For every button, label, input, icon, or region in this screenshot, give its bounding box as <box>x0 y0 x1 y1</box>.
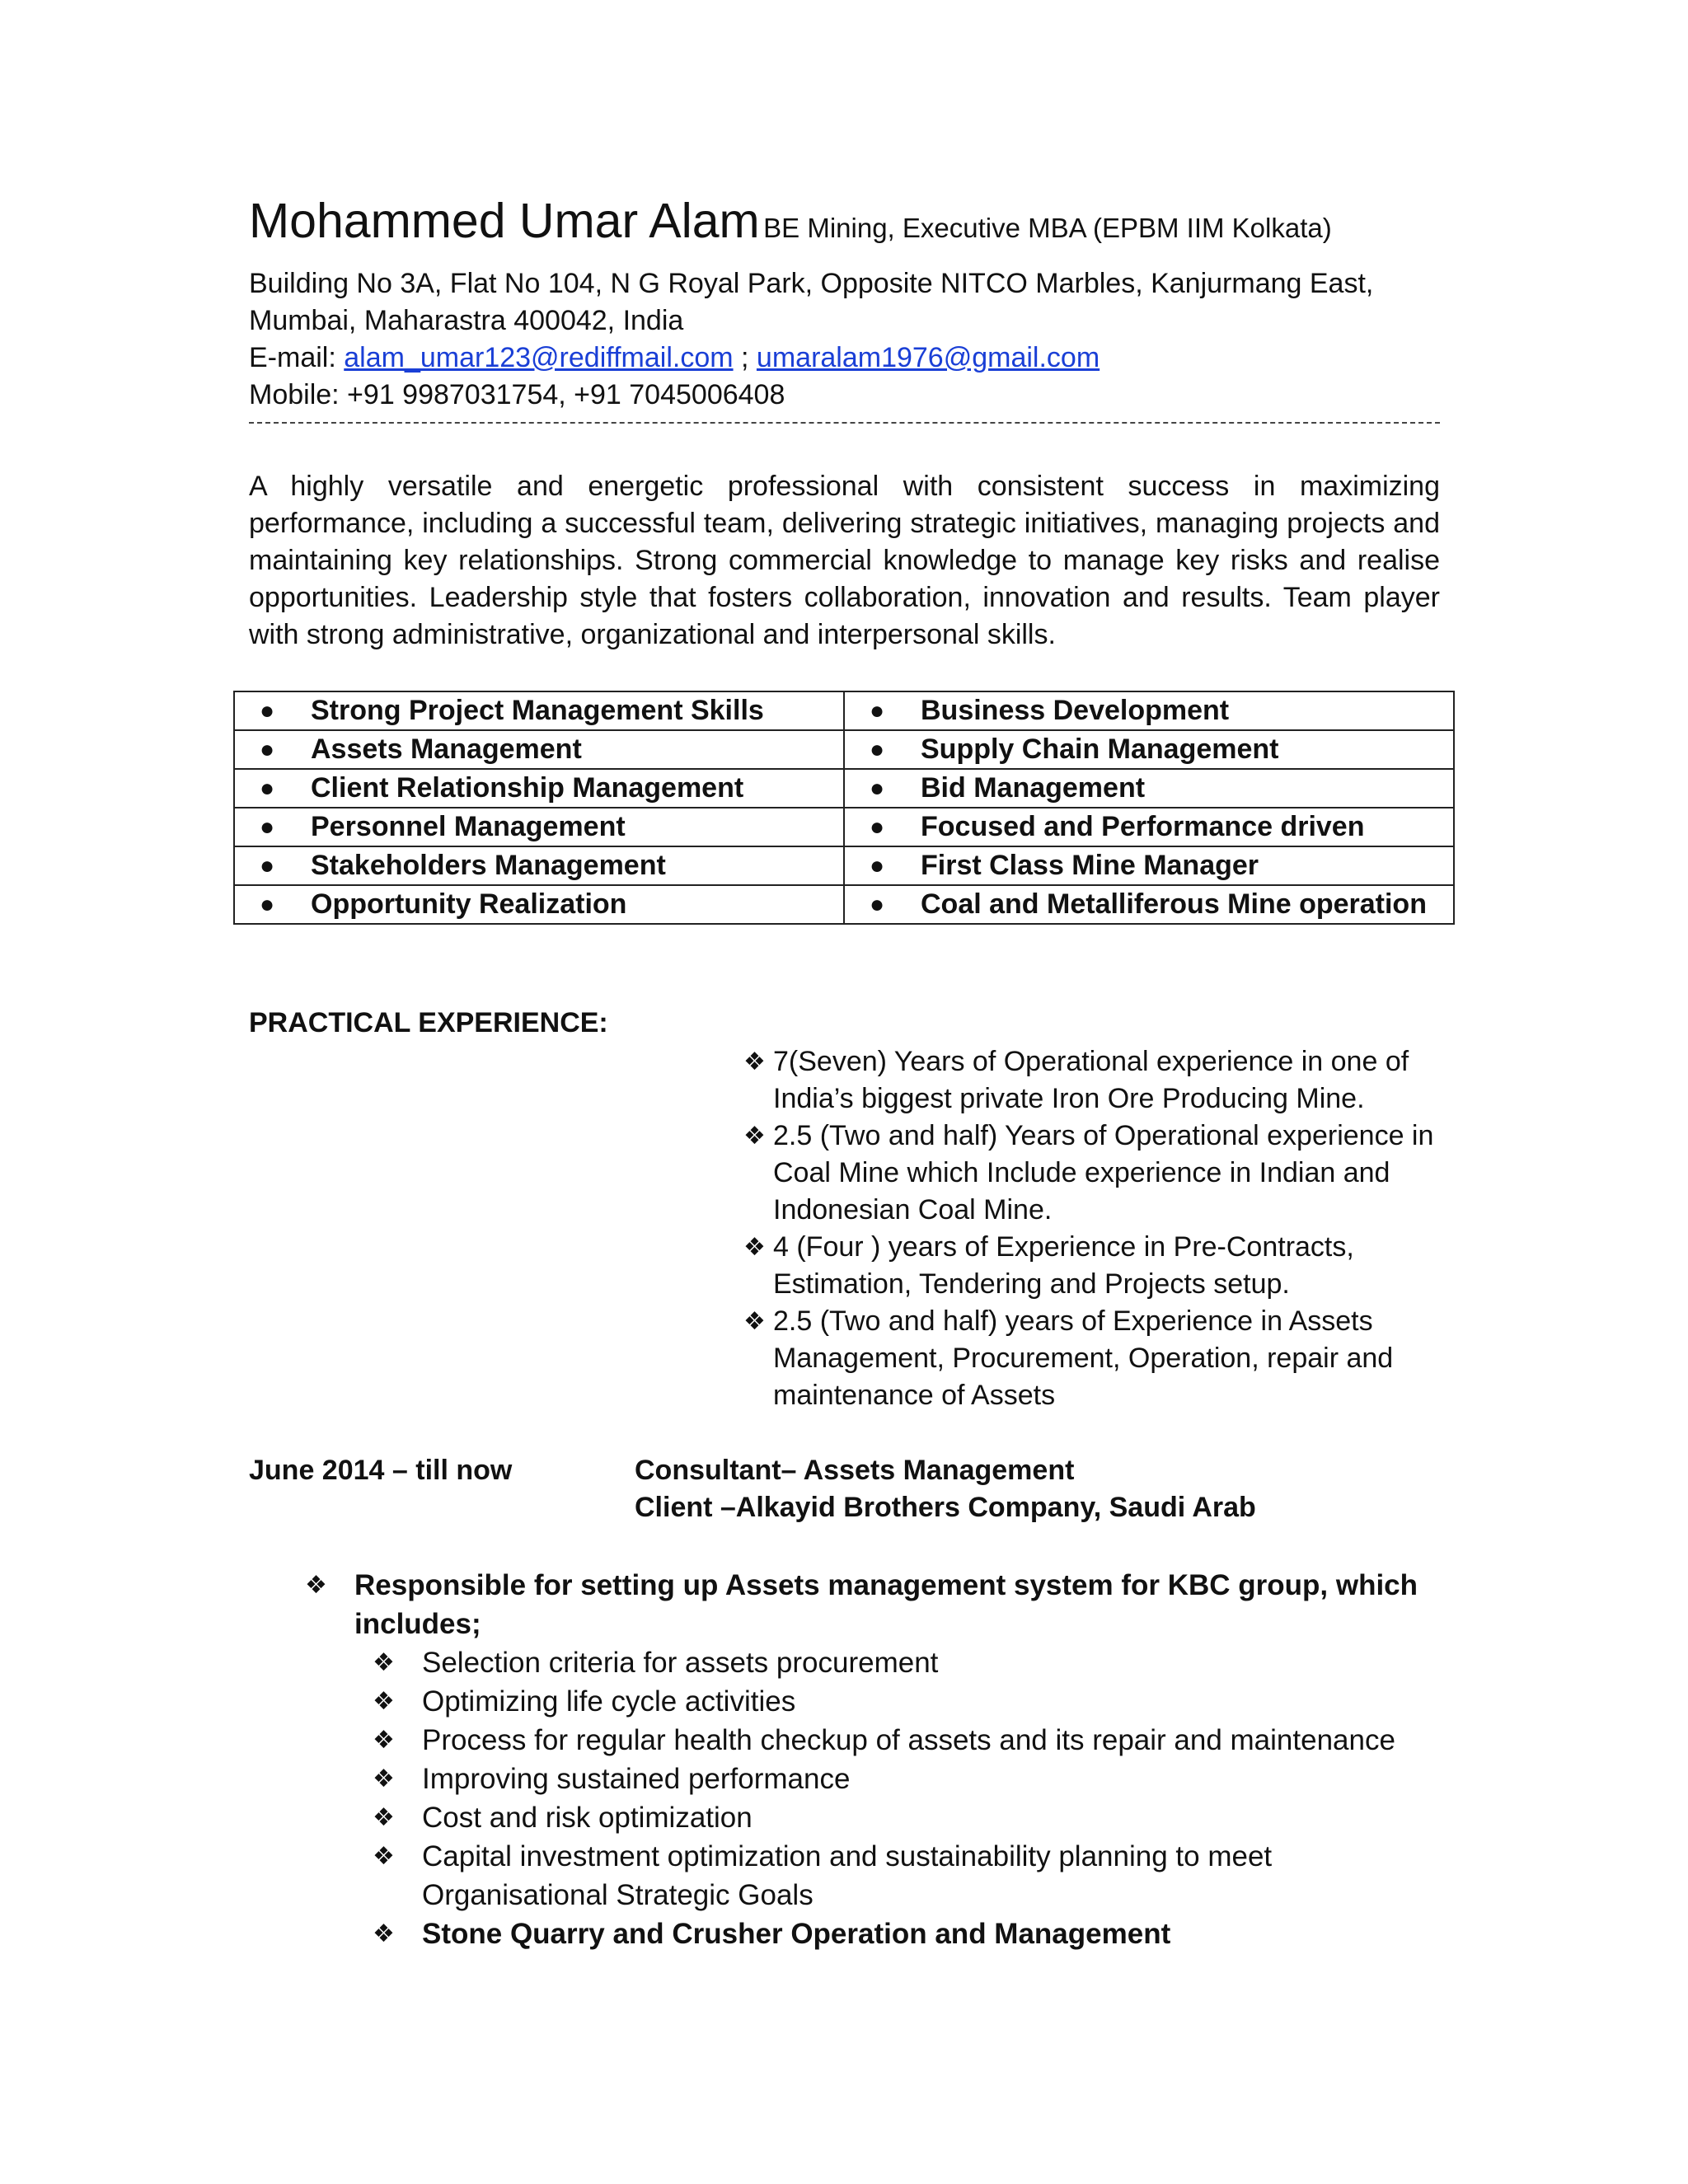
list-item: ❖ 7(Seven) Years of Operational experience in one of India’s biggest private Iron Ore Producing Mine. <box>743 1043 1452 1118</box>
bullet-icon: ● <box>869 852 885 879</box>
bullet-icon: ● <box>259 891 275 918</box>
experience-list <box>743 1043 1452 1414</box>
skill-item: Stakeholders Management <box>311 850 666 881</box>
bullet-icon: ● <box>259 852 275 879</box>
candidate-name: Mohammed Umar Alam <box>249 194 760 248</box>
skills-row <box>234 808 1454 846</box>
email-link-1[interactable]: alam_umar123@rediffmail.com <box>344 342 734 373</box>
list-item: ❖ Improving sustained performance <box>305 1760 1434 1798</box>
professional-summary: A highly versatile and energetic professional with consistent success in maximizing performance, including a successful team, delivering strategic initiatives, managing projects and maintaining key relationships. Strong commercial knowledge to manage key risks and realise opportunities. Leadership style that fosters collaboration, innovation and results. Team player with strong administrative, organizational and interpersonal skills. <box>249 471 1440 650</box>
email-separator: ; <box>741 342 749 373</box>
bullet-icon: ● <box>869 775 885 802</box>
skill-item: Focused and Performance driven <box>921 811 1365 842</box>
address-line-2: Mumbai, Maharastra 400042, India <box>249 305 684 336</box>
diamond-bullet-icon: ❖ <box>743 1308 766 1335</box>
list-item: ❖ 4 (Four ) years of Experience in Pre-Contracts, Estimation, Tendering and Projects setup. <box>743 1229 1452 1303</box>
diamond-bullet-icon: ❖ <box>743 1234 766 1261</box>
skills-table <box>233 691 1455 925</box>
resume-header <box>249 190 1436 424</box>
email-link-2[interactable]: umaralam1976@gmail.com <box>756 342 1100 373</box>
mobile-line: Mobile: +91 9987031754, +91 7045006408 <box>249 379 785 410</box>
list-item: ❖ Selection criteria for assets procurement <box>305 1643 1434 1682</box>
diamond-bullet-icon: ❖ <box>743 1122 766 1150</box>
job-date: June 2014 – till now <box>249 1455 513 1486</box>
list-item: ❖ 2.5 (Two and half) years of Experience in Assets Management, Procurement, Operation, repair and maintenance of Assets <box>743 1303 1452 1414</box>
bullet-icon: ● <box>869 813 885 841</box>
job-client: Client –Alkayid Brothers Company, Saudi Arab <box>635 1492 1256 1523</box>
bullet-icon: ● <box>259 697 275 724</box>
skills-row <box>234 730 1454 769</box>
name-line <box>249 190 1436 265</box>
bullet-icon: ● <box>259 775 275 802</box>
job-role: Consultant– Assets Management <box>635 1455 1075 1486</box>
responsibility-list <box>305 1566 1434 1953</box>
list-item: ❖ Process for regular health checkup of assets and its repair and maintenance <box>305 1721 1434 1760</box>
skills-row <box>234 885 1454 924</box>
practical-experience-heading: PRACTICAL EXPERIENCE: <box>249 1007 608 1038</box>
list-item: ❖ Capital investment optimization and sustainability planning to meet Organisational Strategic Goals <box>305 1837 1434 1915</box>
skills-row <box>234 846 1454 885</box>
diamond-bullet-icon: ❖ <box>373 1649 395 1676</box>
credentials: BE Mining, Executive MBA (EPBM IIM Kolkata) <box>763 213 1332 243</box>
bullet-icon: ● <box>869 697 885 724</box>
email-line <box>249 340 1436 377</box>
skill-item: First Class Mine Manager <box>921 850 1259 881</box>
skill-item: Assets Management <box>311 733 582 765</box>
skills-row <box>234 769 1454 808</box>
bullet-icon: ● <box>259 736 275 763</box>
address-line-1: Building No 3A, Flat No 104, N G Royal Park, Opposite NITCO Marbles, Kanjurmang East, <box>249 268 1374 299</box>
skill-item: Client Relationship Management <box>311 772 744 804</box>
bullet-icon: ● <box>869 736 885 763</box>
email-label: E-mail: <box>249 342 336 373</box>
bullet-icon: ● <box>259 813 275 841</box>
bullet-icon: ● <box>869 891 885 918</box>
skill-item: Business Development <box>921 695 1230 726</box>
skills-row <box>234 691 1454 730</box>
skill-item: Opportunity Realization <box>311 888 627 920</box>
diamond-bullet-icon: ❖ <box>373 1843 395 1870</box>
diamond-bullet-icon: ❖ <box>373 1688 395 1715</box>
skill-item: Personnel Management <box>311 811 626 842</box>
list-item: ❖ Cost and risk optimization <box>305 1798 1434 1837</box>
list-item: ❖ Optimizing life cycle activities <box>305 1682 1434 1721</box>
list-item: ❖ Stone Quarry and Crusher Operation and Management <box>305 1915 1434 1953</box>
skill-item: Supply Chain Management <box>921 733 1279 765</box>
skill-item: Coal and Metalliferous Mine operation <box>921 888 1427 920</box>
diamond-bullet-icon: ❖ <box>373 1804 395 1831</box>
dashed-divider <box>249 422 1440 424</box>
job-title-block <box>635 1452 1256 1526</box>
diamond-bullet-icon: ❖ <box>373 1765 395 1793</box>
skill-item: Bid Management <box>921 772 1146 804</box>
diamond-bullet-icon: ❖ <box>305 1572 327 1599</box>
list-item: ❖ Responsible for setting up Assets management system for KBC group, which includes; <box>305 1566 1434 1643</box>
diamond-bullet-icon: ❖ <box>373 1727 395 1754</box>
diamond-bullet-icon: ❖ <box>373 1920 395 1947</box>
skill-item: Strong Project Management Skills <box>311 695 764 726</box>
diamond-bullet-icon: ❖ <box>743 1048 766 1076</box>
list-item: ❖ 2.5 (Two and half) Years of Operational experience in Coal Mine which Include experience in Indian and Indonesian Coal Mine. <box>743 1118 1452 1229</box>
